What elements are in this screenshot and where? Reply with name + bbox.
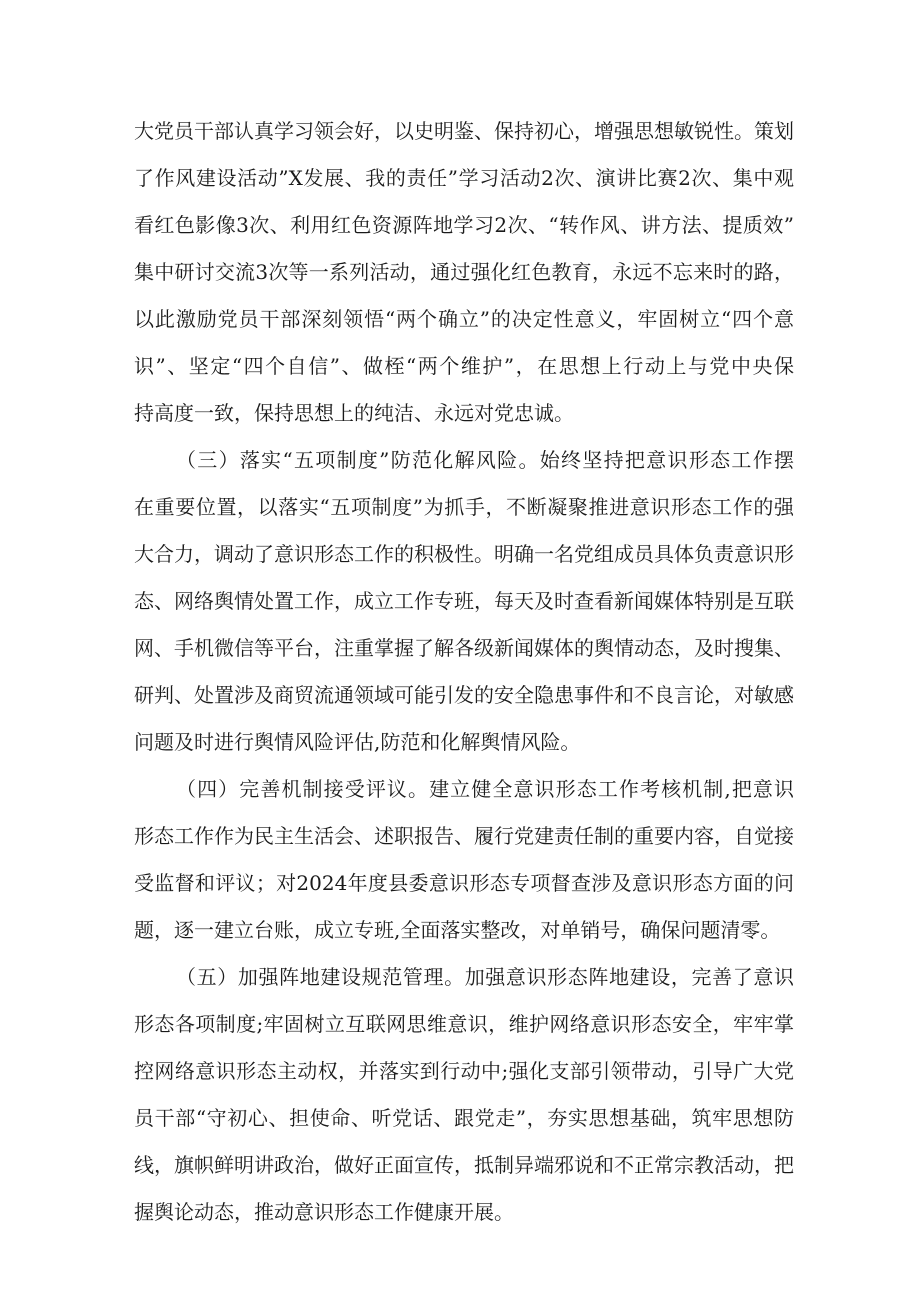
section-heading-line: （三）落实“五项制度”防范化解风险。始终坚持把意识形态工作摆 bbox=[176, 448, 794, 472]
text-line: 题，逐一建立台账，成立专班,全面落实整改，对单销号，确保问题清零。 bbox=[134, 918, 781, 942]
text-line: 问题及时进行舆情风险评估,防范和化解舆情风险。 bbox=[134, 730, 581, 754]
text-line: 识”、坚定“四个自信”、做桎“两个维护”，在思想上行动上与党中央保 bbox=[134, 354, 794, 378]
text-line: 以此激励党员干部深刻领悟“两个确立”的决定性意义，牢固树立“四个意 bbox=[134, 307, 794, 331]
text-line: 员干部“守初心、担使命、听党话、跟党走”，夯实思想基础，筑牢思想防 bbox=[134, 1106, 794, 1130]
text-line: 大党员干部认真学习领会好，以史明鉴、保持初心，增强思想敏锐性。策划 bbox=[134, 119, 794, 143]
text-line: 集中研讨交流3次等一系列活动，通过强化红色教育，永远不忘来时的路， bbox=[134, 260, 794, 284]
text-line: 握舆论动态，推动意识形态工作健康开展。 bbox=[134, 1200, 514, 1224]
text-line: 线，旗帜鲜明讲政治，做好正面宣传，抵制异端邪说和不正常宗教活动，把 bbox=[134, 1153, 794, 1177]
text-line: 网、手机微信等平台，注重掌握了解各级新闻媒体的舆情动态，及时搜集、 bbox=[134, 636, 794, 660]
text-line: 大合力，调动了意识形态工作的积极性。明确一名党组成员具体负责意识形 bbox=[134, 542, 794, 566]
section-heading-line: （四）完善机制接受评议。建立健全意识形态工作考核机制,把意识 bbox=[176, 777, 794, 801]
text-line: 控网络意识形态主动权，并落实到行动中;强化支部引领带动，引导广大党 bbox=[134, 1059, 794, 1083]
text-line: 在重要位置，以落实“五项制度”为抓手，不断凝聚推进意识形态工作的强 bbox=[134, 495, 794, 519]
text-line: 形态各项制度;牢固树立互联网思维意识，维护网络意识形态安全，牢牢掌 bbox=[134, 1012, 794, 1036]
text-line: 形态工作作为民主生活会、述职报告、履行党建责任制的重要内容，自觉接 bbox=[134, 824, 794, 848]
text-line: 受监督和评议；对2024年度县委意识形态专项督查涉及意识形态方面的问 bbox=[134, 871, 794, 895]
text-line: 了作风建设活动”X发展、我的责任”学习活动2次、演讲比赛2次、集中观 bbox=[134, 166, 794, 190]
text-line: 持高度一致，保持思想上的纯洁、永远对党忠诚。 bbox=[134, 401, 574, 425]
text-line: 看红色影像3次、利用红色资源阵地学习2次、“转作风、讲方法、提质效” bbox=[134, 213, 794, 237]
section-heading-line: （五）加强阵地建设规范管理。加强意识形态阵地建设，完善了意识 bbox=[176, 965, 794, 989]
text-line: 研判、处置涉及商贸流通领域可能引发的安全隐患事件和不良言论，对敏感 bbox=[134, 683, 794, 707]
text-line: 态、网络舆情处置工作，成立工作专班，每天及时查看新闻媒体特别是互联 bbox=[134, 589, 794, 613]
